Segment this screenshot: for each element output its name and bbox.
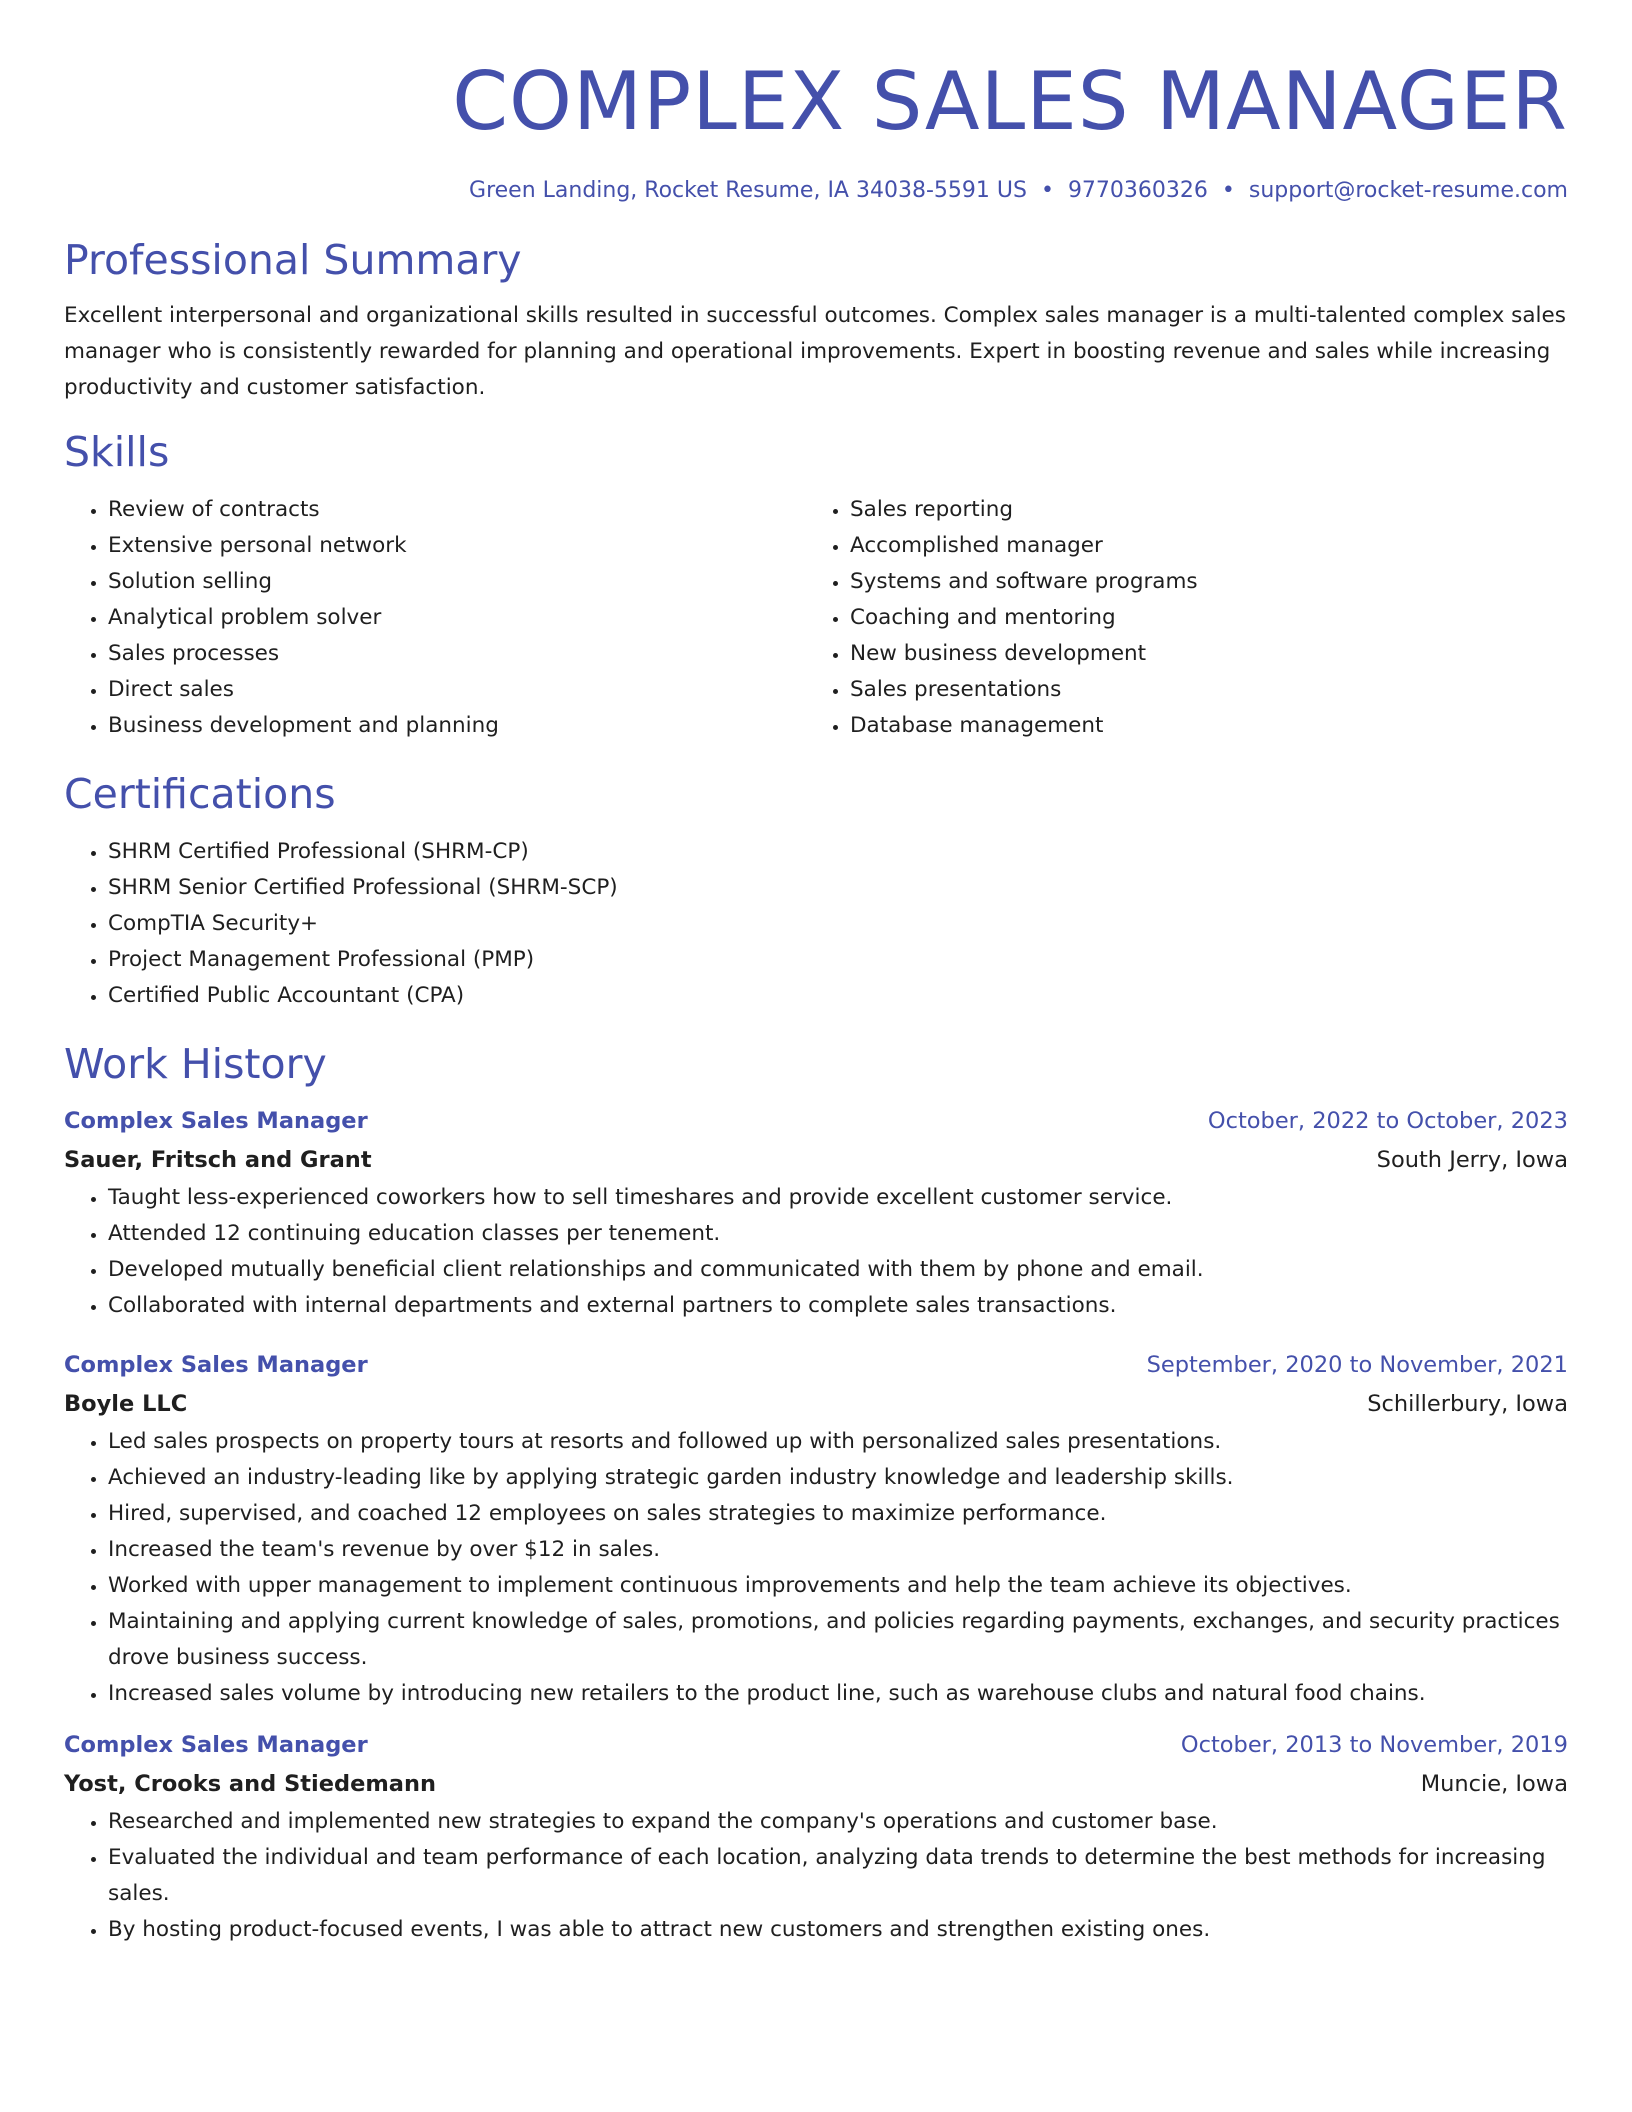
certification-item: • Project Management Professional (PMP) (108, 942, 1568, 978)
job-bullet: • Developed mutually beneficial client relationships and communicated with them by phone and email. (108, 1252, 1568, 1288)
skill-item: • Business development and planning (108, 708, 806, 744)
certification-item: • SHRM Senior Certified Professional (SHRM-SCP) (108, 870, 1568, 906)
job-company: Sauer, Fritsch and Grant (64, 1147, 372, 1173)
job-bullet: • Achieved an industry-leading like by applying strategic garden industry knowledge and leadership skills. (108, 1460, 1568, 1496)
job-entry (64, 1102, 1568, 1324)
job-bullet: • By hosting product-focused events, I was able to attract new customers and strengthen existing ones. (108, 1912, 1568, 1948)
job-dates: September, 2020 to November, 2021 (1146, 1352, 1568, 1378)
skill-item: • Coaching and mentoring (850, 600, 1548, 636)
job-title: Complex Sales Manager (64, 1108, 368, 1134)
job-bullet: • Maintaining and applying current knowledge of sales, promotions, and policies regarding payments, exchanges, and security practices drove business success. (108, 1604, 1568, 1676)
contact-separator: • (1040, 178, 1054, 203)
job-location: South Jerry, Iowa (1376, 1147, 1568, 1173)
candidate-title: COMPLEX SALES MANAGER (452, 55, 1568, 148)
contact-address: Green Landing, Rocket Resume, IA 34038-5591 US (469, 178, 1027, 203)
contact-separator: • (1221, 178, 1235, 203)
job-bullet: • Increased sales volume by introducing new retailers to the product line, such as warehouse clubs and natural food chains. (108, 1676, 1568, 1712)
summary-text: Excellent interpersonal and organizational skills resulted in successful outcomes. Complex sales manager is a multi-talented complex sales manager who is consistently rewarded for planning and operational improvements. Expert in boosting revenue and sales while increasing productivity and customer satisfaction. (64, 303, 1566, 400)
job-company-row (64, 1764, 1568, 1804)
job-bullet: • Taught less-experienced coworkers how to sell timeshares and provide excellent customer service. (108, 1180, 1568, 1216)
skill-item: • Solution selling (108, 564, 806, 600)
job-company-row (64, 1384, 1568, 1424)
certifications-section (64, 768, 1568, 1014)
work-history-section (64, 1038, 1568, 1948)
contact-phone[interactable]: 9770360326 (1067, 178, 1208, 203)
job-title: Complex Sales Manager (64, 1732, 368, 1758)
job-bullet: • Led sales prospects on property tours at resorts and followed up with personalized sales presentations. (108, 1424, 1568, 1460)
job-title: Complex Sales Manager (64, 1352, 368, 1378)
job-header-row (64, 1726, 1568, 1764)
certifications-heading: Certifications (64, 770, 336, 818)
job-dates: October, 2013 to November, 2019 (1180, 1732, 1568, 1758)
certification-item: • CompTIA Security+ (108, 906, 1568, 942)
job-bullet: • Evaluated the individual and team performance of each location, analyzing data trends to determine the best methods for increasing sales. (108, 1840, 1568, 1912)
job-bullet: • Worked with upper management to implement continuous improvements and help the team achieve its objectives. (108, 1568, 1568, 1604)
skill-item: • Database management (850, 708, 1548, 744)
job-bullet: • Hired, supervised, and coached 12 employees on sales strategies to maximize performance. (108, 1496, 1568, 1532)
skill-item: • Extensive personal network (108, 528, 806, 564)
job-location: Schillerbury, Iowa (1367, 1391, 1568, 1417)
contact-info (64, 176, 1568, 206)
skill-item: • New business development (850, 636, 1548, 672)
skill-item: • Analytical problem solver (108, 600, 806, 636)
skill-item: • Sales reporting (850, 492, 1548, 528)
job-entry (64, 1346, 1568, 1712)
job-header-row (64, 1346, 1568, 1384)
summary-section (64, 234, 1568, 406)
job-bullet: • Increased the team's revenue by over $12 in sales. (108, 1532, 1568, 1568)
job-header-row (64, 1102, 1568, 1140)
work-history-heading: Work History (64, 1040, 327, 1088)
skill-item: • Review of contracts (108, 492, 806, 528)
contact-email[interactable]: support@rocket-resume.com (1248, 178, 1568, 203)
job-bullet: • Collaborated with internal departments and external partners to complete sales transactions. (108, 1288, 1568, 1324)
resume-page (64, 0, 1568, 1948)
skills-column-left (64, 492, 806, 744)
skills-heading: Skills (64, 428, 170, 476)
job-dates: October, 2022 to October, 2023 (1207, 1108, 1568, 1134)
skills-columns (64, 492, 1568, 744)
certification-item: • SHRM Certified Professional (SHRM-CP) (108, 834, 1568, 870)
certification-item: • Certified Public Accountant (CPA) (108, 978, 1568, 1014)
skills-column-right (806, 492, 1548, 744)
job-bullet: • Attended 12 continuing education classes per tenement. (108, 1216, 1568, 1252)
job-location: Muncie, Iowa (1420, 1771, 1568, 1797)
job-company: Yost, Crooks and Stiedemann (64, 1771, 437, 1797)
job-company-row (64, 1140, 1568, 1180)
job-company: Boyle LLC (64, 1391, 188, 1417)
skills-section (64, 426, 1568, 744)
job-bullet: • Researched and implemented new strategies to expand the company's operations and customer base. (108, 1804, 1568, 1840)
skill-item: • Systems and software programs (850, 564, 1548, 600)
skill-item: • Sales processes (108, 636, 806, 672)
summary-heading: Professional Summary (64, 236, 522, 284)
skill-item: • Sales presentations (850, 672, 1548, 708)
skill-item: • Direct sales (108, 672, 806, 708)
job-entry (64, 1726, 1568, 1948)
skill-item: • Accomplished manager (850, 528, 1548, 564)
